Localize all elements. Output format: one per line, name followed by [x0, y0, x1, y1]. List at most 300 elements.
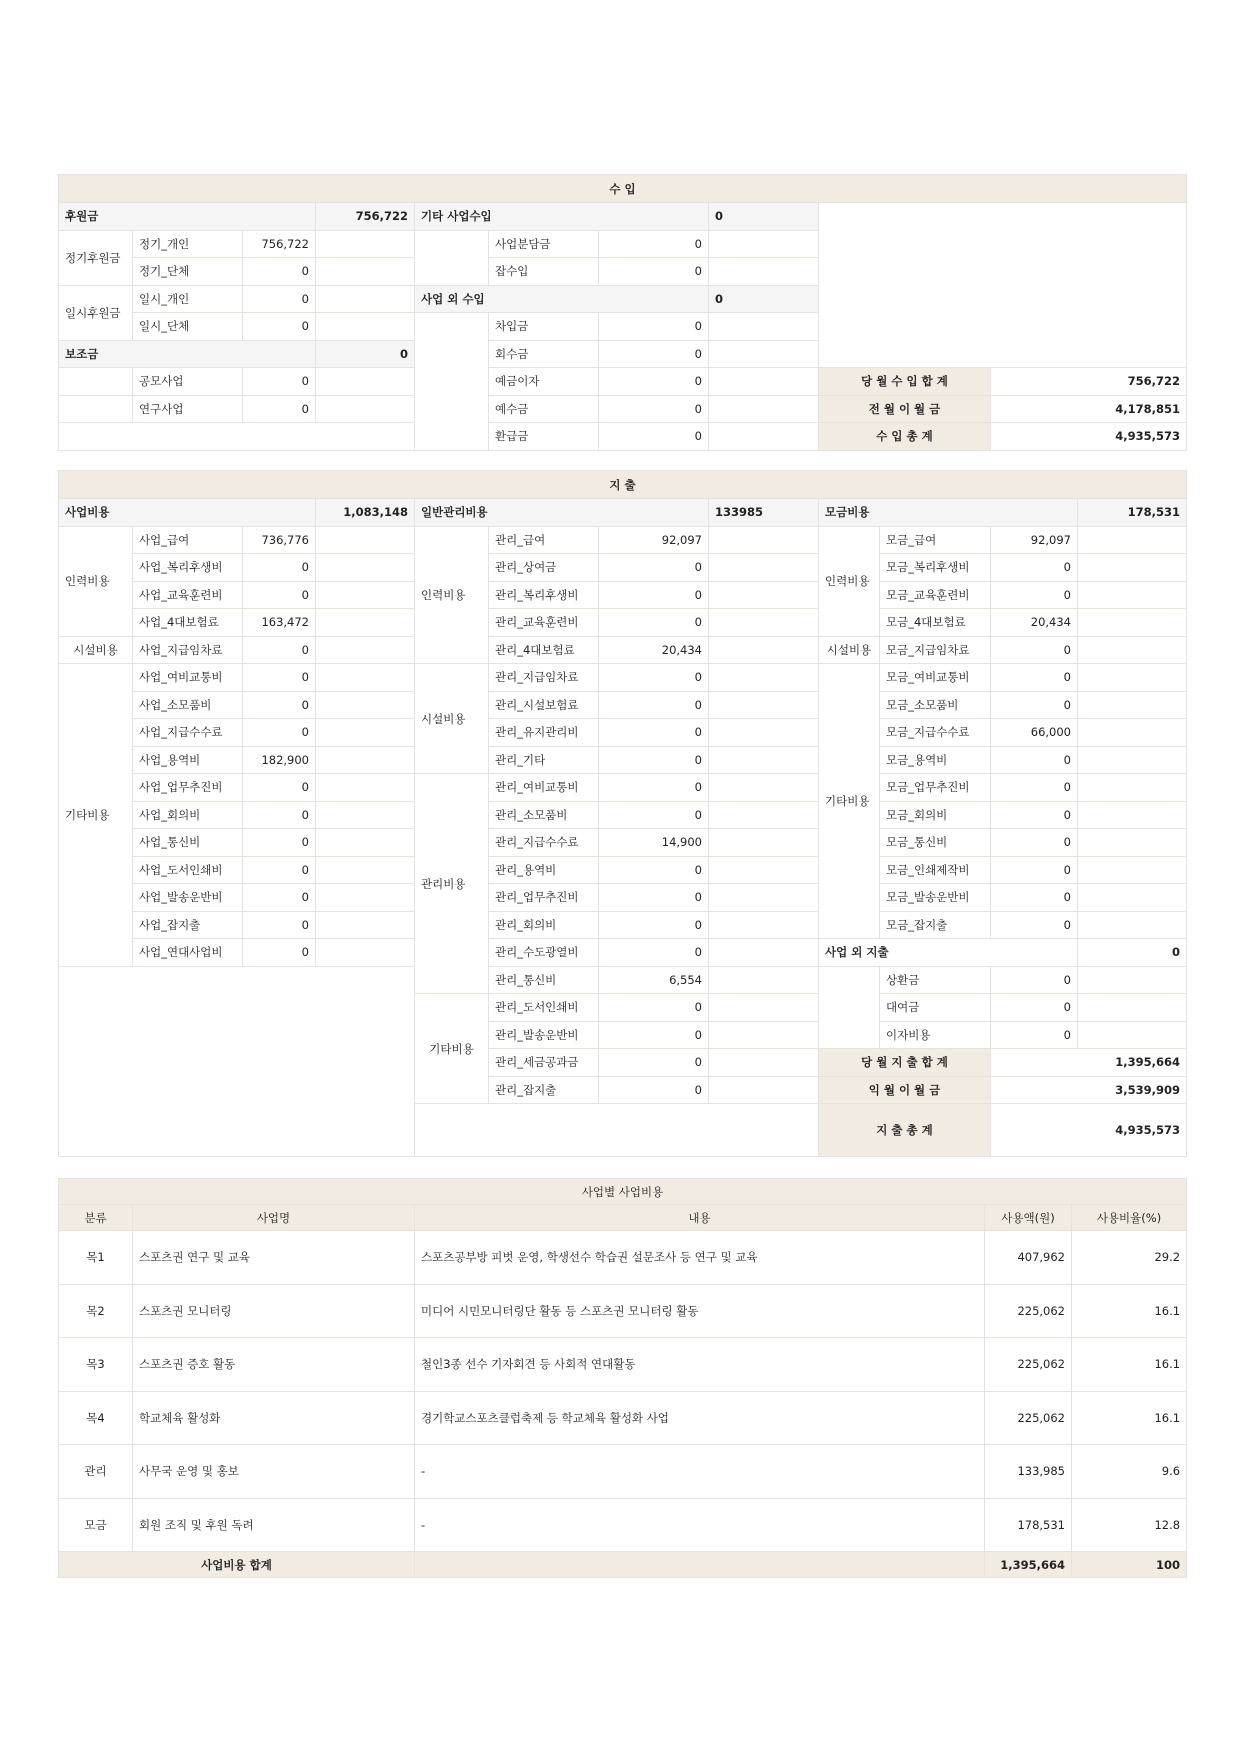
expense-item-value: 0 [599, 801, 709, 829]
income-item-value: 0 [599, 368, 709, 396]
blank-cell [709, 829, 819, 857]
row-project-name: 스포츠권 연구 및 교육 [133, 1231, 415, 1285]
sponsor-label: 후원금 [59, 203, 316, 231]
table-row [59, 1391, 1187, 1445]
blank-cell [1078, 911, 1187, 939]
income-total-value: 756,722 [991, 368, 1187, 396]
income-total-label: 당 월 수 입 합 계 [819, 368, 991, 396]
blank-cell [709, 554, 819, 582]
row-amount: 225,062 [985, 1284, 1072, 1338]
blank-cell [1078, 664, 1187, 692]
expense-item-label: 사업_업무추진비 [133, 774, 243, 802]
blank-cell [709, 1076, 819, 1104]
income-item-label: 회수금 [489, 340, 599, 368]
blank-cell [709, 911, 819, 939]
expense-item-value: 0 [599, 664, 709, 692]
table-row [59, 1231, 1187, 1285]
expense-item-value: 0 [991, 664, 1078, 692]
expense-item-label: 관리_복리후생비 [489, 581, 599, 609]
blank-cell [709, 856, 819, 884]
expense-item-value: 0 [243, 719, 316, 747]
blank-cell [709, 719, 819, 747]
expense-item-label: 사업_회의비 [133, 801, 243, 829]
row-content: 스포츠공부방 피벗 운영, 학생선수 학습권 설문조사 등 연구 및 교육 [415, 1231, 985, 1285]
expense-item-label: 관리_용역비 [489, 856, 599, 884]
income-item-value: 0 [599, 230, 709, 258]
blank-cell [819, 966, 880, 1049]
expense-item-label: 관리_발송운반비 [489, 1021, 599, 1049]
expense-item-value: 0 [991, 1021, 1078, 1049]
income-item-value: 0 [243, 258, 316, 286]
row-project-name: 회원 조직 및 후원 독려 [133, 1498, 415, 1552]
row-category: 모금 [59, 1498, 133, 1552]
expense-item-value: 0 [991, 746, 1078, 774]
general-personnel-label: 인력비용 [415, 526, 489, 664]
expense-item-label: 모금_4대보험료 [880, 609, 991, 637]
blank-cell [316, 884, 415, 912]
expense-title: 지 출 [59, 471, 1187, 499]
expense-item-label: 관리_기타 [489, 746, 599, 774]
expense-item-value: 0 [243, 554, 316, 582]
expense-item-label: 모금_교육훈련비 [880, 581, 991, 609]
row-amount: 407,962 [985, 1231, 1072, 1285]
income-item-label: 사업분담금 [489, 230, 599, 258]
row-project-name: 스포츠권 증호 활동 [133, 1338, 415, 1392]
blank-cell [709, 939, 819, 967]
income-item-label: 연구사업 [133, 395, 243, 423]
expense-item-label: 상환금 [880, 966, 991, 994]
subsidy-amount: 0 [316, 340, 415, 368]
general-other-label: 기타비용 [415, 994, 489, 1104]
expense-item-value: 0 [599, 719, 709, 747]
blank-cell [709, 609, 819, 637]
income-item-label: 일시_개인 [133, 285, 243, 313]
income-grand-total-value: 4,935,573 [991, 423, 1187, 451]
row-content: - [415, 1445, 985, 1499]
other-biz-income-label: 기타 사업수입 [415, 203, 709, 231]
row-project-name: 사무국 운영 및 홍보 [133, 1445, 415, 1499]
expense-item-value: 0 [991, 554, 1078, 582]
expense-item-label: 사업_잡지출 [133, 911, 243, 939]
expense-item-label: 사업_용역비 [133, 746, 243, 774]
expense-item-value: 92,097 [599, 526, 709, 554]
expense-item-label: 관리_회의비 [489, 911, 599, 939]
expense-grand-total-label: 지 출 총 계 [819, 1104, 991, 1157]
blank-cell [1078, 994, 1187, 1022]
expense-item-value: 0 [243, 856, 316, 884]
expense-item-label: 사업_4대보험료 [133, 609, 243, 637]
expense-item-label: 관리_세금공과금 [489, 1049, 599, 1077]
blank-cell [415, 230, 489, 285]
blank-cell [316, 911, 415, 939]
expense-item-label: 이자비용 [880, 1021, 991, 1049]
expense-item-label: 관리_업무추진비 [489, 884, 599, 912]
expense-item-value: 0 [599, 746, 709, 774]
blank-cell [709, 994, 819, 1022]
subsidy-label: 보조금 [59, 340, 316, 368]
row-project-name: 스포츠권 모니터링 [133, 1284, 415, 1338]
expense-item-label: 사업_복리후생비 [133, 554, 243, 582]
expense-item-value: 0 [599, 554, 709, 582]
expense-item-value: 0 [991, 691, 1078, 719]
blank-cell [316, 285, 415, 313]
expense-item-value: 0 [599, 939, 709, 967]
other-biz-income-amount: 0 [709, 203, 819, 231]
expense-item-value: 0 [991, 911, 1078, 939]
table-row [59, 1338, 1187, 1392]
expense-item-value: 0 [599, 1076, 709, 1104]
expense-item-label: 관리_지급수수료 [489, 829, 599, 857]
income-item-value: 0 [243, 285, 316, 313]
expense-item-value: 0 [991, 636, 1078, 664]
fundraising-facility-label: 시설비용 [819, 636, 880, 664]
expense-item-value: 0 [243, 774, 316, 802]
next-carryover-label: 익 월 이 월 금 [819, 1076, 991, 1104]
expense-item-value: 736,776 [243, 526, 316, 554]
fundraising-cost-amount: 178,531 [1078, 499, 1187, 527]
expense-item-value: 0 [243, 939, 316, 967]
project-total-label: 사업비용 합계 [59, 1552, 415, 1578]
blank-cell [1078, 526, 1187, 554]
expense-item-label: 모금_지급수수료 [880, 719, 991, 747]
expense-item-label: 사업_급여 [133, 526, 243, 554]
row-ratio: 9.6 [1072, 1445, 1187, 1499]
expense-item-label: 관리_수도광열비 [489, 939, 599, 967]
sponsor-amount: 756,722 [316, 203, 415, 231]
blank-cell [709, 526, 819, 554]
expense-item-label: 모금_통신비 [880, 829, 991, 857]
expense-grand-total-value: 4,935,573 [991, 1104, 1187, 1157]
blank-area [819, 203, 1187, 368]
table-row [59, 1284, 1187, 1338]
income-item-label: 환급금 [489, 423, 599, 451]
table-row [59, 1445, 1187, 1499]
expense-item-value: 0 [599, 994, 709, 1022]
row-amount: 133,985 [985, 1445, 1072, 1499]
business-personnel-label: 인력비용 [59, 526, 133, 636]
expense-item-label: 모금_잡지출 [880, 911, 991, 939]
row-category: 목3 [59, 1338, 133, 1392]
income-item-label: 차입금 [489, 313, 599, 341]
blank-cell [59, 368, 133, 396]
expense-item-value: 0 [599, 856, 709, 884]
blank-cell [709, 581, 819, 609]
blank-cell [316, 801, 415, 829]
blank-cell [709, 258, 819, 286]
business-cost-amount: 1,083,148 [316, 499, 415, 527]
income-item-label: 예금이자 [489, 368, 599, 396]
expense-item-label: 사업_소모품비 [133, 691, 243, 719]
expense-item-value: 0 [243, 829, 316, 857]
blank-cell [709, 313, 819, 341]
income-grand-total-label: 수 입 총 계 [819, 423, 991, 451]
expense-item-label: 관리_시설보험료 [489, 691, 599, 719]
blank-cell [1078, 884, 1187, 912]
expense-item-label: 관리_소모품비 [489, 801, 599, 829]
blank-cell [316, 664, 415, 692]
col-header-category: 분류 [59, 1205, 133, 1231]
income-item-value: 0 [243, 313, 316, 341]
next-carryover-value: 3,539,909 [991, 1076, 1187, 1104]
blank-cell [59, 423, 415, 451]
regular-sponsor-label: 정기후원금 [59, 230, 133, 285]
blank-cell [316, 856, 415, 884]
blank-cell [1078, 581, 1187, 609]
blank-cell [316, 774, 415, 802]
income-item-value: 0 [599, 313, 709, 341]
blank-cell [316, 313, 415, 341]
income-item-label: 공모사업 [133, 368, 243, 396]
blank-cell [709, 395, 819, 423]
col-header-ratio: 사용비율(%) [1072, 1205, 1187, 1231]
blank-cell [316, 829, 415, 857]
table-row [59, 1498, 1187, 1552]
blank-cell [709, 664, 819, 692]
expense-item-value: 0 [243, 801, 316, 829]
expense-item-value: 14,900 [599, 829, 709, 857]
blank-cell [1078, 829, 1187, 857]
expense-item-value: 0 [599, 1021, 709, 1049]
expense-item-label: 관리_여비교통비 [489, 774, 599, 802]
expense-item-label: 사업_통신비 [133, 829, 243, 857]
income-item-label: 정기_개인 [133, 230, 243, 258]
expense-item-value: 0 [599, 884, 709, 912]
blank-cell [1078, 1021, 1187, 1049]
expense-item-value: 0 [243, 664, 316, 692]
income-item-label: 예수금 [489, 395, 599, 423]
income-item-value: 0 [599, 395, 709, 423]
expense-item-label: 모금_발송운반비 [880, 884, 991, 912]
blank-cell [316, 230, 415, 258]
non-biz-expense-label: 사업 외 지출 [819, 939, 1078, 967]
row-content: 미디어 시민모니터링단 활동 등 스포츠권 모니터링 활동 [415, 1284, 985, 1338]
row-ratio: 16.1 [1072, 1338, 1187, 1392]
expense-item-label: 사업_지급수수료 [133, 719, 243, 747]
blank-cell [709, 368, 819, 396]
expense-item-label: 관리_도서인쇄비 [489, 994, 599, 1022]
expense-item-label: 사업_발송운반비 [133, 884, 243, 912]
income-item-value: 756,722 [243, 230, 316, 258]
income-item-label: 일시_단체 [133, 313, 243, 341]
income-item-label: 잡수입 [489, 258, 599, 286]
expense-item-label: 모금_용역비 [880, 746, 991, 774]
expense-item-value: 20,434 [599, 636, 709, 664]
expense-item-label: 모금_업무추진비 [880, 774, 991, 802]
row-ratio: 16.1 [1072, 1284, 1187, 1338]
blank-cell [709, 884, 819, 912]
expense-item-value: 20,434 [991, 609, 1078, 637]
blank-cell [709, 801, 819, 829]
blank-cell [709, 636, 819, 664]
expense-total-value: 1,395,664 [991, 1049, 1187, 1077]
row-ratio: 16.1 [1072, 1391, 1187, 1445]
blank-cell [316, 939, 415, 967]
income-table [58, 174, 1187, 451]
fundraising-personnel-label: 인력비용 [819, 526, 880, 636]
expense-item-label: 관리_통신비 [489, 966, 599, 994]
expense-item-label: 모금_회의비 [880, 801, 991, 829]
expense-item-value: 0 [599, 911, 709, 939]
expense-table [58, 470, 1187, 1157]
non-biz-expense-amount: 0 [1078, 939, 1187, 967]
project-total-ratio: 100 [1072, 1552, 1187, 1578]
expense-item-value: 0 [991, 884, 1078, 912]
general-admin-sub-label: 관리비용 [415, 774, 489, 994]
row-ratio: 29.2 [1072, 1231, 1187, 1285]
blank-cell [316, 636, 415, 664]
blank-cell [316, 554, 415, 582]
blank-cell [316, 258, 415, 286]
blank-cell [709, 746, 819, 774]
expense-item-label: 관리_잡지출 [489, 1076, 599, 1104]
blank-cell [415, 313, 489, 451]
project-cost-table [58, 1178, 1187, 1578]
blank-cell [709, 423, 819, 451]
expense-item-label: 대여금 [880, 994, 991, 1022]
expense-item-label: 모금_지급임차료 [880, 636, 991, 664]
blank-cell [709, 1049, 819, 1077]
expense-item-label: 사업_도서인쇄비 [133, 856, 243, 884]
income-item-label: 정기_단체 [133, 258, 243, 286]
expense-item-value: 0 [599, 774, 709, 802]
income-item-value: 0 [599, 258, 709, 286]
expense-item-label: 사업_여비교통비 [133, 664, 243, 692]
blank-cell [1078, 746, 1187, 774]
row-amount: 178,531 [985, 1498, 1072, 1552]
blank-cell [1078, 856, 1187, 884]
expense-item-value: 0 [599, 691, 709, 719]
project-total-amount: 1,395,664 [985, 1552, 1072, 1578]
blank-cell [709, 691, 819, 719]
expense-item-label: 사업_교육훈련비 [133, 581, 243, 609]
temp-sponsor-label: 일시후원금 [59, 285, 133, 340]
expense-item-label: 모금_인쇄제작비 [880, 856, 991, 884]
income-item-value: 0 [243, 395, 316, 423]
business-facility-label: 시설비용 [59, 636, 133, 664]
income-title: 수 입 [59, 175, 1187, 203]
expense-item-value: 0 [599, 609, 709, 637]
blank-cell [316, 609, 415, 637]
prev-carryover-label: 전 월 이 월 금 [819, 395, 991, 423]
blank-cell [1078, 719, 1187, 747]
general-admin-label: 일반관리비용 [415, 499, 709, 527]
expense-item-value: 6,554 [599, 966, 709, 994]
row-project-name: 학교체육 활성화 [133, 1391, 415, 1445]
blank-cell [709, 230, 819, 258]
blank-cell [316, 746, 415, 774]
prev-carryover-value: 4,178,851 [991, 395, 1187, 423]
blank-cell [316, 526, 415, 554]
expense-item-label: 모금_급여 [880, 526, 991, 554]
row-content: 경기학교스포츠클럽축제 등 학교체육 활성화 사업 [415, 1391, 985, 1445]
blank-cell [709, 774, 819, 802]
row-amount: 225,062 [985, 1338, 1072, 1392]
expense-item-value: 0 [991, 994, 1078, 1022]
fundraising-cost-label: 모금비용 [819, 499, 1078, 527]
expense-item-value: 0 [599, 581, 709, 609]
blank-cell [316, 719, 415, 747]
blank-cell [59, 395, 133, 423]
expense-item-label: 관리_유지관리비 [489, 719, 599, 747]
project-cost-title: 사업별 사업비용 [59, 1179, 1187, 1205]
expense-item-value: 182,900 [243, 746, 316, 774]
blank-cell [1078, 774, 1187, 802]
expense-item-label: 사업_연대사업비 [133, 939, 243, 967]
expense-item-label: 모금_소모품비 [880, 691, 991, 719]
project-total-blank [415, 1552, 985, 1578]
expense-item-value: 0 [243, 884, 316, 912]
col-header-project: 사업명 [133, 1205, 415, 1231]
expense-item-value: 0 [243, 581, 316, 609]
expense-item-value: 163,472 [243, 609, 316, 637]
blank-cell [1078, 966, 1187, 994]
row-content: 철인3종 선수 기자회견 등 사회적 연대활동 [415, 1338, 985, 1392]
expense-item-value: 0 [991, 829, 1078, 857]
expense-item-label: 관리_상여금 [489, 554, 599, 582]
non-biz-income-amount: 0 [709, 285, 819, 313]
row-category: 목1 [59, 1231, 133, 1285]
income-item-value: 0 [599, 340, 709, 368]
row-category: 목2 [59, 1284, 133, 1338]
blank-cell [709, 1021, 819, 1049]
expense-item-value: 92,097 [991, 526, 1078, 554]
blank-cell [1078, 636, 1187, 664]
general-admin-amount: 133985 [709, 499, 819, 527]
blank-cell [709, 966, 819, 994]
expense-item-label: 관리_급여 [489, 526, 599, 554]
blank-cell [1078, 801, 1187, 829]
expense-item-label: 관리_지급임차료 [489, 664, 599, 692]
income-item-value: 0 [243, 368, 316, 396]
blank-cell [1078, 609, 1187, 637]
expense-item-value: 0 [991, 801, 1078, 829]
blank-cell [316, 368, 415, 396]
expense-item-label: 모금_여비교통비 [880, 664, 991, 692]
col-header-amount: 사용액(원) [985, 1205, 1072, 1231]
blank-cell [709, 340, 819, 368]
col-header-content: 내용 [415, 1205, 985, 1231]
general-facility-label: 시설비용 [415, 664, 489, 774]
income-item-value: 0 [599, 423, 709, 451]
expense-item-label: 관리_4대보험료 [489, 636, 599, 664]
expense-item-label: 사업_지급임차료 [133, 636, 243, 664]
expense-item-value: 0 [991, 856, 1078, 884]
fundraising-other-label: 기타비용 [819, 664, 880, 939]
blank-area [59, 966, 415, 1157]
blank-cell [316, 691, 415, 719]
expense-item-value: 0 [243, 691, 316, 719]
blank-cell [316, 395, 415, 423]
expense-item-value: 0 [243, 636, 316, 664]
expense-item-value: 0 [991, 966, 1078, 994]
expense-item-value: 0 [599, 1049, 709, 1077]
row-ratio: 12.8 [1072, 1498, 1187, 1552]
blank-cell [415, 1104, 819, 1157]
non-biz-income-label: 사업 외 수입 [415, 285, 709, 313]
row-category: 목4 [59, 1391, 133, 1445]
row-amount: 225,062 [985, 1391, 1072, 1445]
expense-item-value: 0 [991, 774, 1078, 802]
expense-item-value: 0 [243, 911, 316, 939]
business-other-label: 기타비용 [59, 664, 133, 967]
expense-total-label: 당 월 지 출 합 계 [819, 1049, 991, 1077]
blank-cell [316, 581, 415, 609]
row-category: 관리 [59, 1445, 133, 1499]
blank-cell [1078, 554, 1187, 582]
expense-item-label: 관리_교육훈련비 [489, 609, 599, 637]
expense-item-label: 모금_복리후생비 [880, 554, 991, 582]
blank-cell [1078, 691, 1187, 719]
